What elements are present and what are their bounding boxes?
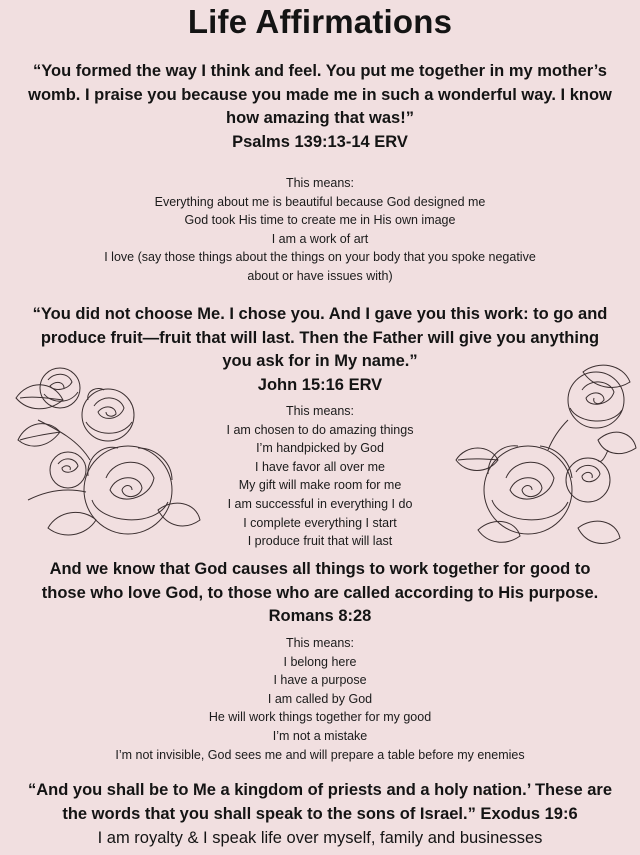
list-item: My gift will make room for me: [238, 478, 402, 493]
psalms-affirmation-list: [0, 174, 640, 286]
list-item: I am a work of art: [271, 231, 369, 246]
list-item: He will work things together for my good: [208, 710, 432, 725]
list-item: I’m handpicked by God: [256, 441, 384, 456]
list-item: I have a purpose: [273, 673, 367, 688]
list-item: I am successful in everything I do: [227, 496, 413, 511]
list-item: I love (say those things about the things on your body that you spoke negative about or have issues with): [104, 250, 536, 283]
list-item: I’m not invisible, God sees me and will prepare a table before my enemies: [115, 747, 525, 762]
exodus-verse: “And you shall be to Me a kingdom of priests and a holy nation.’ These are the words that you shall speak to the sons of Israel.” Exodus 19:6: [27, 781, 613, 823]
rose-bouquet-right-illustration: [448, 360, 638, 560]
means-label: This means:: [285, 636, 355, 650]
page-title: Life Affirmations: [187, 3, 453, 40]
list-item: I produce fruit that will last: [247, 534, 393, 549]
list-item: I belong here: [283, 654, 357, 669]
list-item: I complete everything I start: [243, 515, 397, 530]
rose-bouquet-left-illustration: [8, 360, 208, 560]
closing-affirmation: I am royalty & I speak life over myself, family and businesses: [97, 829, 543, 847]
psalms-reference: Psalms 139:13-14 ERV: [232, 133, 408, 151]
list-item: Everything about me is beautiful because God designed me: [154, 194, 486, 209]
means-label: This means:: [285, 404, 355, 418]
list-item: I’m not a mistake: [272, 728, 368, 743]
psalms-verse: “You formed the way I think and feel. You put me together in my mother’s womb. I praise you because you made me in such a wonderful way. I know how amazing that was!”: [28, 62, 612, 127]
john-reference: John 15:16 ERV: [257, 376, 383, 394]
list-item: I am chosen to do amazing things: [226, 422, 414, 437]
means-label: This means:: [285, 176, 355, 190]
romans-affirmation-list: [0, 634, 640, 764]
list-item: God took His time to create me in His own image: [184, 213, 456, 228]
list-item: I am called by God: [267, 691, 373, 706]
list-item: I have favor all over me: [255, 459, 385, 474]
romans-verse: And we know that God causes all things to work together for good to those who love God, to those who are called according to His purpose. Romans 8:28: [41, 560, 599, 625]
john-verse: “You did not choose Me. I chose you. And I gave you this work: to go and produce fruit—fruit that will last. Then the Father will give you anything you ask for in My name.”: [32, 305, 608, 370]
